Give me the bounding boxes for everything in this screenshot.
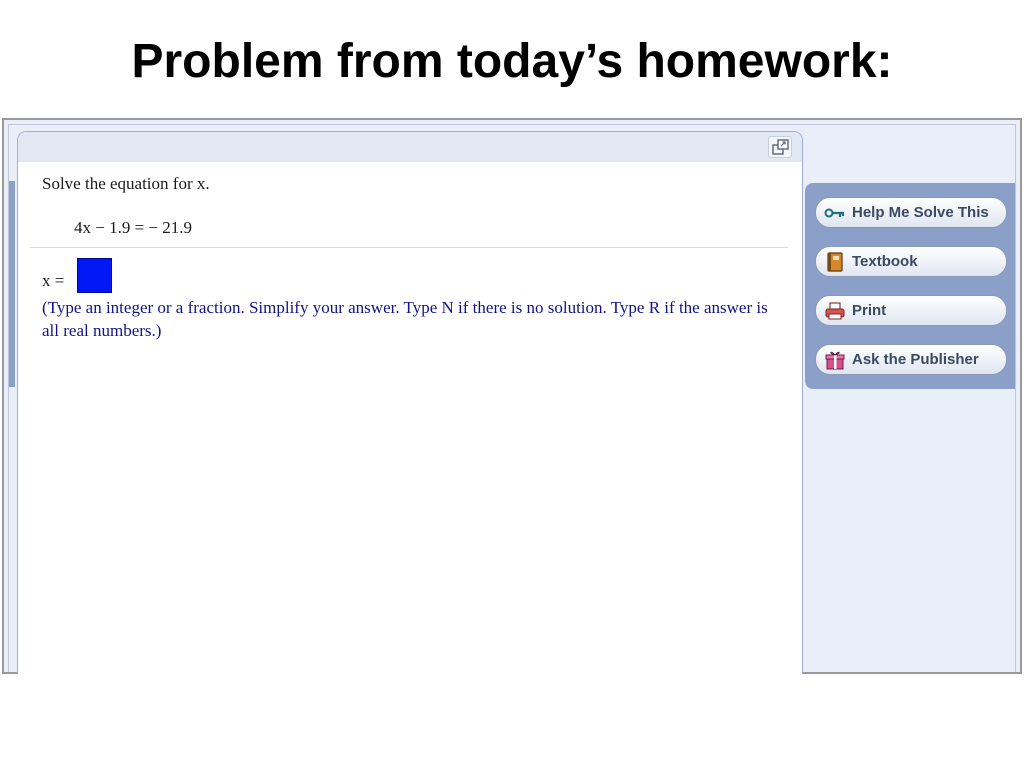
answer-label: x =: [42, 271, 65, 290]
question-panel: [17, 131, 803, 674]
key-icon: [824, 202, 846, 224]
answer-input[interactable]: [77, 258, 112, 293]
ask-the-publisher-button[interactable]: [815, 344, 1007, 375]
gift-icon: [824, 349, 846, 371]
tool-label: Textbook: [852, 253, 918, 270]
expand-window-button[interactable]: [768, 136, 792, 158]
slide-title: Problem from today’s homework:: [131, 35, 893, 88]
homework-screenshot: [2, 118, 1022, 674]
help-me-solve-this-button[interactable]: [815, 197, 1007, 228]
expand-icon: [772, 139, 790, 156]
player-window: [8, 124, 1016, 672]
textbook-button[interactable]: [815, 246, 1007, 277]
tool-label: Ask the Publisher: [852, 351, 979, 368]
answer-format-hint: (Type an integer or a fraction. Simplify your answer. Type N if there is no solution. Type R if the answer is all real numbers.): [42, 298, 768, 340]
tools-sidebar: [805, 183, 1015, 389]
question-panel-header: [18, 132, 802, 162]
tool-label: Print: [852, 302, 887, 319]
left-accent-bar: [9, 181, 15, 387]
tool-label: Help Me Solve This: [852, 204, 989, 221]
book-icon: [824, 251, 846, 273]
question-instruction: Solve the equation for x.: [42, 174, 210, 193]
divider: [30, 247, 788, 248]
question-equation: 4x − 1.9 = − 21.9: [74, 218, 193, 237]
print-button[interactable]: [815, 295, 1007, 326]
printer-icon: [824, 300, 846, 322]
